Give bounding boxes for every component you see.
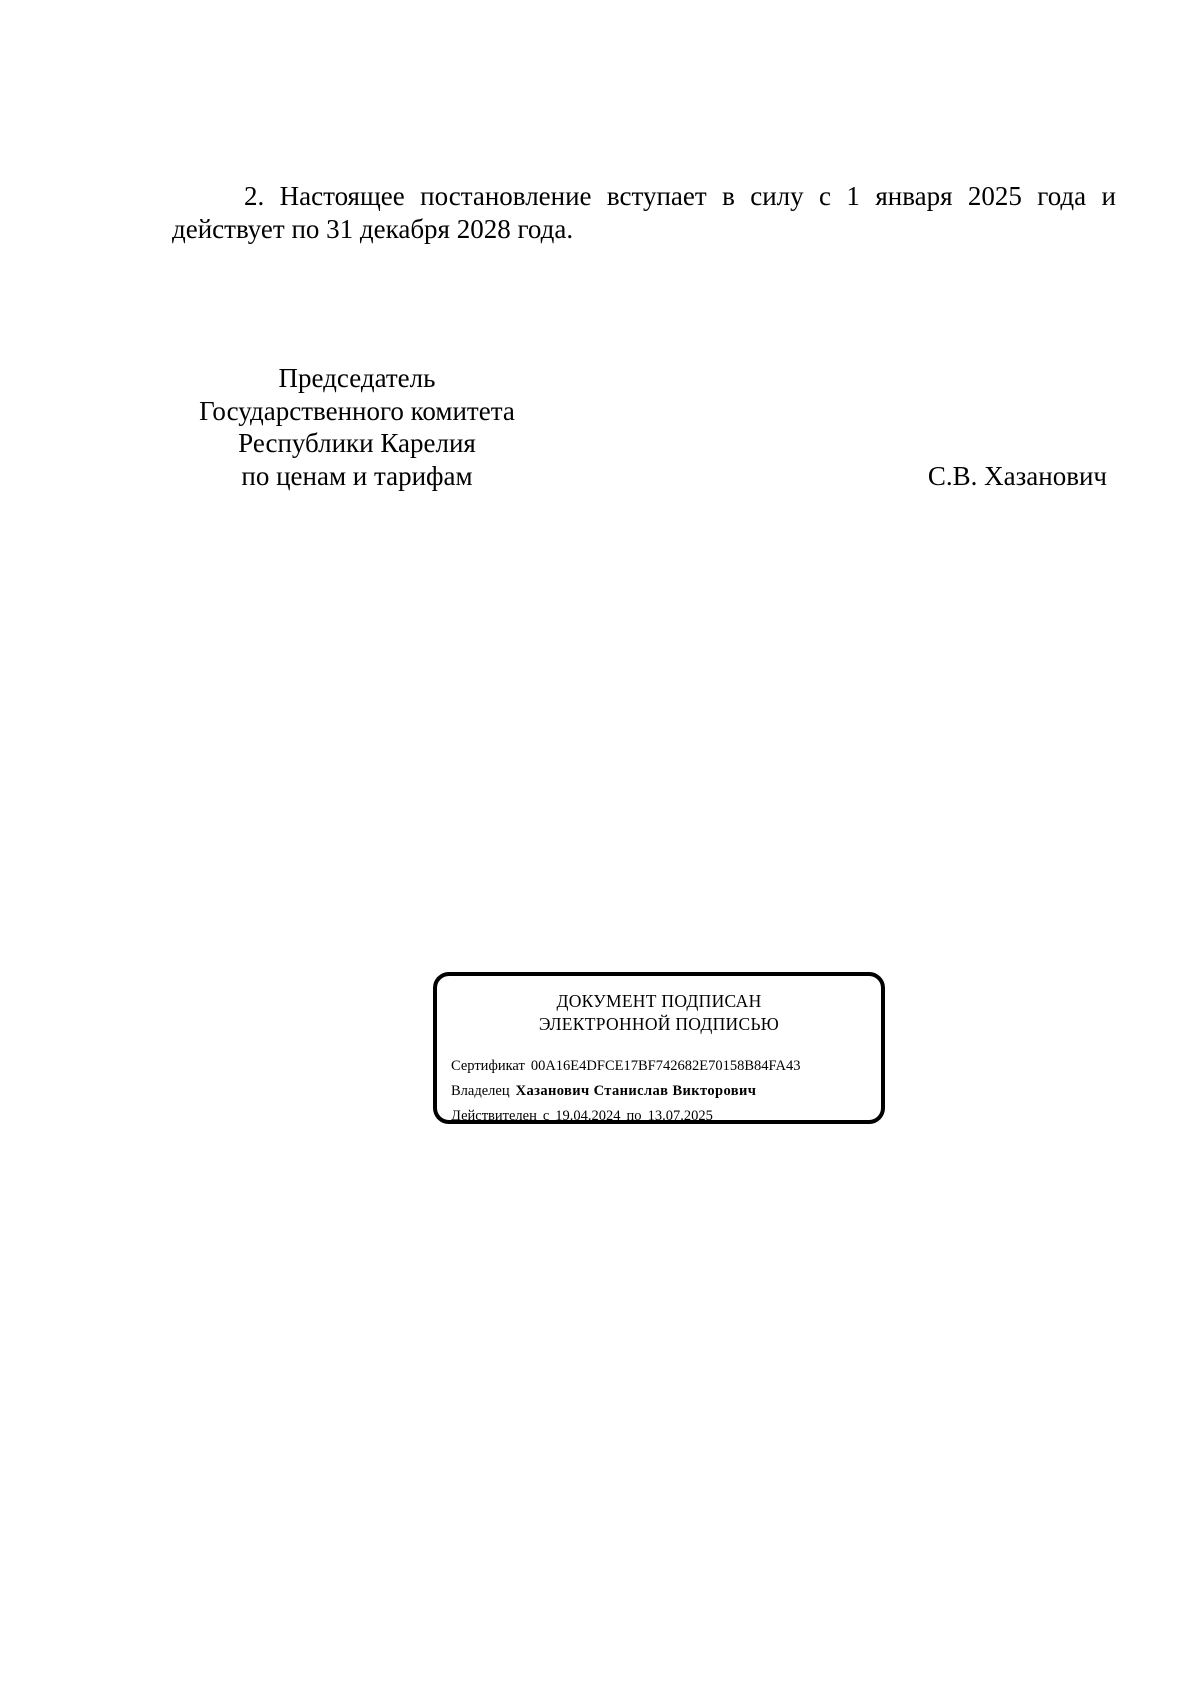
valid-from-label: с (542, 1108, 550, 1124)
owner-value: Хазанович Станислав Викторович (515, 1083, 757, 1099)
position-line: по ценам и тарифам (241, 460, 473, 491)
position-line: Председатель (278, 363, 436, 393)
stamp-title-line: ДОКУМЕНТ ПОДПИСАН (556, 991, 762, 1011)
owner-label: Владелец (451, 1083, 510, 1099)
owner-row (451, 1079, 800, 1104)
position-line: Республики Карелия (238, 428, 476, 458)
certificate-row (451, 1054, 800, 1079)
signatory-position (172, 362, 542, 492)
signer-name: С.В. Хазанович (927, 461, 1107, 491)
stamp-details (451, 1054, 800, 1129)
paragraph-2: 2. Настоящее постановление вступает в силу с 1 января 2025 года и действует по 31 декабря 2028 года. (172, 181, 1116, 244)
valid-from-date: 19.04.2024 (555, 1108, 621, 1124)
electronic-signature-stamp (433, 972, 885, 1124)
valid-label: Действителен (451, 1108, 537, 1124)
valid-to-label: по (626, 1108, 642, 1124)
position-line: Государственного комитета (199, 395, 515, 426)
stamp-title-line: ЭЛЕКТРОННОЙ ПОДПИСЬЮ (538, 1014, 780, 1034)
stamp-title (437, 990, 881, 1036)
certificate-label: Сертификат (451, 1058, 525, 1074)
certificate-value: 00A16E4DFCE17BF742682E70158B84FA43 (530, 1058, 801, 1074)
valid-to-date: 13.07.2025 (647, 1108, 713, 1124)
validity-row (451, 1104, 800, 1129)
